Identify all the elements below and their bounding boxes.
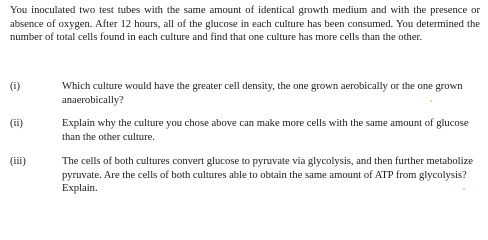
scan-speck: [463, 188, 465, 190]
question-text: Which culture would have the greater cell density, the one grown aerobically or the one grown anaerobically?: [62, 81, 463, 106]
question-text: The cells of both cultures convert glucose to pyruvate via glycolysis, and then further metabolize pyruvate. Are the cells of both cultures able to obtain the same amount of ATP from glycolysis? Explain.: [62, 156, 473, 195]
question-number: (ii): [10, 118, 23, 129]
question-text: Explain why the culture you chose above can make more cells with the same amount of glucose than the other culture.: [62, 118, 469, 143]
question-number: (i): [10, 81, 20, 92]
question-number: (iii): [10, 156, 26, 167]
intro-paragraph: You inoculated two test tubes with the same amount of identical growth medium and with the presence or absence of oxygen. After 12 hours, all of the glucose in each culture has been consumed. You determined the number of total cells found in each culture and find that one culture has more cells than the other.: [10, 5, 480, 44]
scan-speck: [430, 100, 432, 102]
